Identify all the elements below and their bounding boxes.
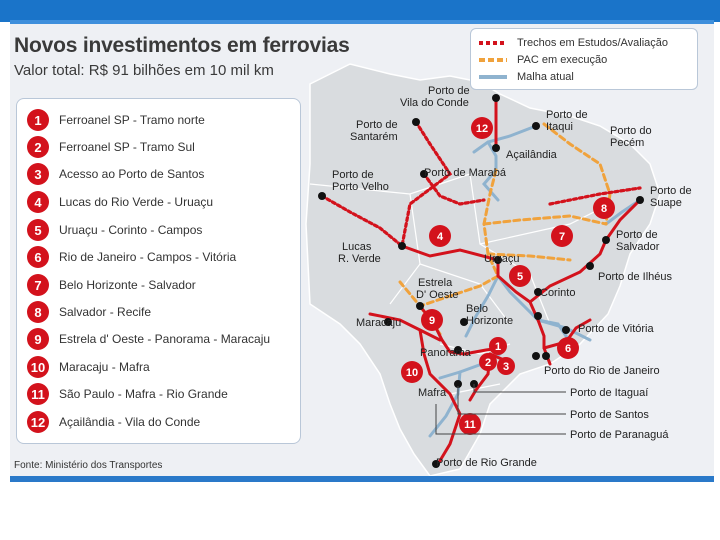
route-number-badge: 4 bbox=[27, 191, 49, 213]
route-number-badge: 6 bbox=[27, 246, 49, 268]
label-itaguai: Porto de Itaguaí bbox=[570, 387, 649, 399]
route-number-badge: 11 bbox=[27, 383, 49, 405]
label-vila-do-conde-2: Vila do Conde bbox=[400, 97, 469, 109]
label-panorama: Panorama bbox=[420, 347, 471, 359]
map-badge-10: 10 bbox=[405, 367, 419, 379]
map-badge-6: 6 bbox=[564, 343, 572, 355]
route-item bbox=[27, 356, 150, 378]
legend-swatch-existing bbox=[479, 75, 507, 79]
map-badge-2: 2 bbox=[484, 357, 492, 369]
route-name: Estrela d' Oeste - Panorama - Maracaju bbox=[59, 332, 271, 346]
label-pecem-1: Porto do bbox=[610, 125, 652, 137]
label-uruacu: Uruaçu bbox=[484, 253, 520, 265]
map-badge-5: 5 bbox=[516, 271, 524, 283]
label-rio-grande: Porto de Rio Grande bbox=[436, 457, 537, 469]
map-badge-7: 7 bbox=[558, 231, 566, 243]
slide-bottom-band bbox=[10, 476, 714, 482]
route-number-badge: 2 bbox=[27, 136, 49, 158]
route-item bbox=[27, 219, 202, 241]
legend-label-study: Trechos em Estudos/Avaliação bbox=[517, 37, 669, 49]
route-number-badge: 8 bbox=[27, 301, 49, 323]
label-bh-2: Horizonte bbox=[466, 315, 514, 327]
route-item bbox=[27, 136, 195, 158]
page-subtitle: Valor total: R$ 91 bilhões em 10 mil km bbox=[14, 62, 274, 79]
route-item bbox=[27, 411, 200, 433]
route-item bbox=[27, 274, 196, 296]
route-name: Belo Horizonte - Salvador bbox=[59, 278, 196, 292]
legend-item-study bbox=[479, 35, 668, 51]
route-number-badge: 1 bbox=[27, 109, 49, 131]
legend-item-pac bbox=[479, 52, 607, 68]
route-name: Ferroanel SP - Tramo norte bbox=[59, 113, 205, 127]
legend-label-existing: Malha atual bbox=[517, 71, 574, 83]
map-badge-11: 11 bbox=[464, 419, 476, 431]
label-acailandia: Açailândia bbox=[506, 149, 557, 161]
source-note: Fonte: Ministério dos Transportes bbox=[14, 460, 163, 471]
label-santos: Porto de Santos bbox=[570, 409, 649, 421]
route-name: Lucas do Rio Verde - Uruaçu bbox=[59, 195, 214, 209]
route-name: Acesso ao Porto de Santos bbox=[59, 167, 205, 181]
label-salvador-1: Porto de bbox=[616, 229, 658, 241]
label-estrela-2: D' Oeste bbox=[416, 289, 459, 301]
label-ilheus: Porto de Ilhéus bbox=[598, 271, 672, 283]
label-itaqui-2: Itaqui bbox=[546, 121, 573, 133]
label-mafra: Mafra bbox=[418, 387, 447, 399]
label-vila-do-conde-1: Porto de bbox=[428, 85, 470, 97]
route-name: São Paulo - Mafra - Rio Grande bbox=[59, 387, 228, 401]
legend-label-pac: PAC em execução bbox=[517, 54, 608, 66]
route-list bbox=[16, 98, 301, 444]
label-rio-de-janeiro: Porto do Rio de Janeiro bbox=[544, 365, 660, 377]
label-itaqui-1: Porto de bbox=[546, 109, 588, 121]
label-lucas-1: Lucas bbox=[342, 241, 372, 253]
route-item bbox=[27, 301, 151, 323]
page-title: Novos investimentos em ferrovias bbox=[14, 34, 350, 57]
route-item bbox=[27, 109, 205, 131]
route-number-badge: 12 bbox=[27, 411, 49, 433]
map-legend bbox=[470, 28, 698, 90]
label-paranagua: Porto de Paranaguá bbox=[570, 429, 669, 441]
route-item bbox=[27, 246, 236, 268]
label-suape-2: Suape bbox=[650, 197, 682, 209]
route-name: Salvador - Recife bbox=[59, 305, 152, 319]
route-name: Rio de Janeiro - Campos - Vitória bbox=[59, 250, 237, 264]
route-number-badge: 3 bbox=[27, 163, 49, 185]
route-item bbox=[27, 328, 270, 350]
route-number-badge: 5 bbox=[27, 219, 49, 241]
map-badge-1: 1 bbox=[494, 341, 502, 353]
label-salvador-2: Salvador bbox=[616, 241, 660, 253]
slide-top-bar bbox=[0, 0, 720, 22]
label-porto-velho-2: Porto Velho bbox=[332, 181, 389, 193]
label-maraba: Porto de Marabá bbox=[424, 167, 506, 179]
label-estrela-1: Estrela bbox=[418, 277, 453, 289]
route-item bbox=[27, 191, 213, 213]
route-name: Maracaju - Mafra bbox=[59, 360, 150, 374]
map-badge-3: 3 bbox=[502, 361, 510, 373]
route-item bbox=[27, 163, 204, 185]
label-bh-1: Belo bbox=[466, 303, 489, 315]
label-pecem-2: Pecém bbox=[610, 137, 645, 149]
route-number-badge: 10 bbox=[27, 356, 49, 378]
legend-swatch-study bbox=[479, 41, 507, 45]
route-name: Uruaçu - Corinto - Campos bbox=[59, 223, 203, 237]
route-name: Açailândia - Vila do Conde bbox=[59, 415, 201, 429]
label-vitoria: Porto de Vitória bbox=[578, 323, 654, 335]
label-porto-velho-1: Porto de bbox=[332, 169, 374, 181]
label-santarem-2: Santarém bbox=[350, 131, 398, 143]
route-name: Ferroanel SP - Tramo Sul bbox=[59, 140, 195, 154]
label-lucas-2: R. Verde bbox=[338, 253, 381, 265]
legend-swatch-pac bbox=[479, 58, 507, 62]
label-santarem-1: Porto de bbox=[356, 119, 398, 131]
route-item bbox=[27, 383, 228, 405]
legend-item-existing bbox=[479, 69, 574, 85]
label-maracaju: Maracaju bbox=[356, 317, 402, 329]
route-number-badge: 7 bbox=[27, 274, 49, 296]
map-badge-9: 9 bbox=[428, 315, 436, 327]
route-number-badge: 9 bbox=[27, 328, 49, 350]
map-slide bbox=[10, 24, 714, 476]
label-corinto: Corinto bbox=[540, 287, 576, 299]
map-badge-12: 12 bbox=[475, 123, 489, 135]
map-badge-4: 4 bbox=[436, 231, 444, 243]
label-suape-1: Porto de bbox=[650, 185, 692, 197]
map-badge-8: 8 bbox=[600, 203, 608, 215]
